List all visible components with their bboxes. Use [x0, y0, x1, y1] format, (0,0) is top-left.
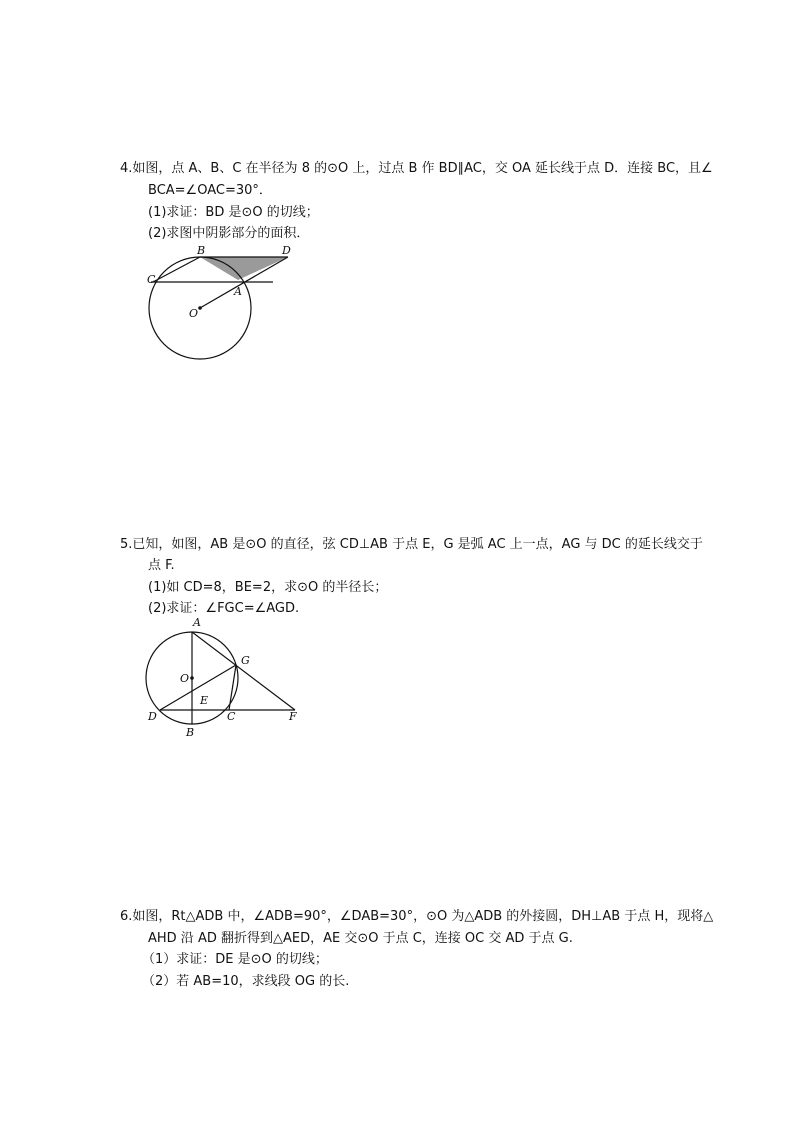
- center-point: [198, 306, 202, 310]
- label-g: G: [241, 654, 250, 667]
- label-a: A: [193, 616, 201, 629]
- problem6-line2: AHD 沿 AD 翻折得到△AED，AE 交⊙O 于点 C，连接 OC 交 AD 于点 G.: [148, 931, 573, 946]
- problem4-question2: (2)求图中阴影部分的面积．: [148, 226, 310, 241]
- problem5-figure: [140, 612, 310, 742]
- problem5-line2: 点 F.: [148, 558, 175, 573]
- label-o: O: [180, 672, 190, 685]
- label-d: D: [282, 244, 291, 257]
- line-bc: [153, 257, 200, 282]
- problem5-question2: (2)求证：∠FGC=∠AGD.: [148, 601, 300, 616]
- label-c: C: [147, 273, 156, 286]
- label-f: F: [289, 710, 297, 723]
- problem4-figure: [143, 242, 303, 362]
- problem4-line1: 4.如图，点 A、B、C 在半径为 8 的⊙O 上，过点 B 作 BD∥AC，交 OA 延长线于点 D．连接 BC，且∠: [120, 161, 713, 176]
- problem5-question1: (1)如 CD=8，BE=2，求⊙O 的半径长；: [148, 580, 388, 595]
- problem4-question1: (1)求证：BD 是⊙O 的切线；: [148, 205, 319, 220]
- shaded-region: [200, 257, 288, 280]
- problem6-question1: （1）求证：DE 是⊙O 的切线；: [142, 952, 328, 967]
- center-point: [190, 676, 194, 680]
- line-gc: [229, 665, 236, 710]
- problem5-line1: 5.已知，如图，AB 是⊙O 的直径，弦 CD⊥AB 于点 E，G 是弧 AC 上一点，AG 与 DC 的延长线交于: [120, 537, 703, 552]
- label-c: C: [227, 710, 236, 723]
- label-a: A: [234, 285, 242, 298]
- problem6-question2: （2）若 AB=10，求线段 OG 的长.: [142, 974, 350, 989]
- label-o: O: [189, 307, 199, 320]
- label-e: E: [200, 694, 209, 707]
- label-b: B: [197, 244, 206, 257]
- label-d: D: [148, 710, 157, 723]
- label-b: B: [186, 726, 195, 739]
- problem4-line2: BCA=∠OAC=30°．: [148, 183, 272, 198]
- line-dg: [160, 665, 236, 710]
- problem6-line1: 6.如图，Rt△ADB 中，∠ADB=90°，∠DAB=30°，⊙O 为△ADB 的外接圆，DH⊥AB 于点 H，现将△: [120, 909, 714, 924]
